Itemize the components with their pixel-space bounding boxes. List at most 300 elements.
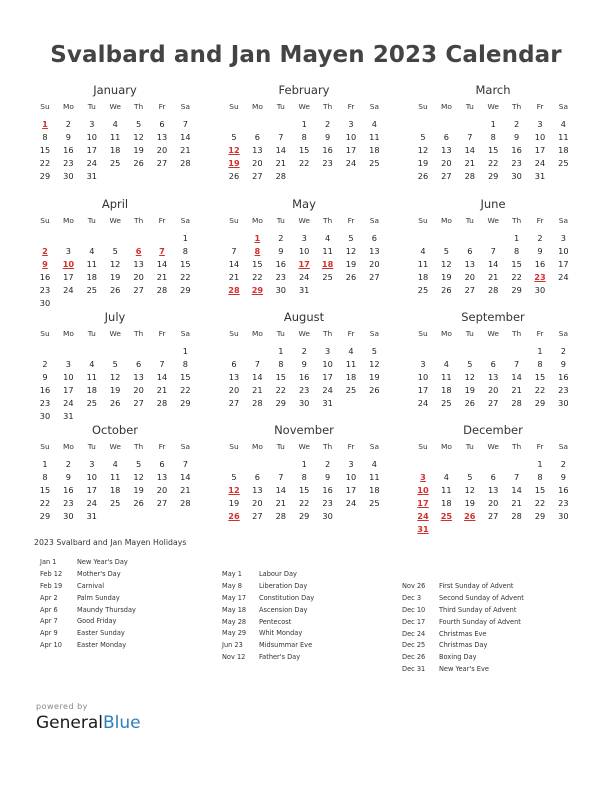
calendar-date: 8 xyxy=(537,359,543,369)
month-name: May xyxy=(292,197,316,211)
calendar-date: 16 xyxy=(39,385,51,395)
calendar-date: 10 xyxy=(63,372,74,382)
calendar-date: 7 xyxy=(254,359,260,369)
calendar-date: 10 xyxy=(534,132,546,142)
calendar-date: 2 xyxy=(324,119,331,129)
holiday-name: Easter Monday xyxy=(77,641,127,650)
calendar-date: 4 xyxy=(443,359,449,369)
calendar-date: 2 xyxy=(560,459,566,469)
calendar-date: 13 xyxy=(369,246,380,256)
calendar-date: 6 xyxy=(371,233,377,243)
calendar-date: 2 xyxy=(65,119,71,129)
calendar-date: 30 xyxy=(534,285,546,295)
weekday-label: Mo xyxy=(440,216,452,225)
calendar-date: 14 xyxy=(511,372,522,382)
calendar-date: 14 xyxy=(180,132,191,142)
calendar-date: 10 xyxy=(417,372,429,382)
calendar-date: 14 xyxy=(156,259,168,269)
calendar-date: 20 xyxy=(133,272,144,282)
calendar-date: 5 xyxy=(231,132,237,142)
calendar-date: 22 xyxy=(298,158,310,168)
calendar-date: 20 xyxy=(156,485,168,495)
holiday-date-label: Nov 26 xyxy=(402,582,426,590)
weekday-label: Su xyxy=(229,442,239,451)
calendar-date: 7 xyxy=(231,246,237,256)
calendar-date: 16 xyxy=(63,485,74,495)
calendar-date: 11 xyxy=(86,372,97,382)
calendar-date: 14 xyxy=(511,485,522,495)
weekday-label: Su xyxy=(418,442,428,451)
month-name: December xyxy=(463,423,523,437)
calendar-date: 26 xyxy=(228,171,240,181)
calendar-date: 9 xyxy=(301,359,307,369)
holiday-date-label: May 1 xyxy=(222,570,242,578)
weekday-label: Tu xyxy=(465,102,474,111)
holiday-date-label: May 17 xyxy=(222,593,247,602)
weekday-label: Sa xyxy=(558,216,568,225)
calendar-date: 1 xyxy=(537,459,543,469)
weekday-label: We xyxy=(487,102,499,111)
calendar-date: 29 xyxy=(298,511,310,521)
weekday-label: Fr xyxy=(347,102,355,111)
calendar-date: 27 xyxy=(156,158,168,168)
weekday-label: Th xyxy=(511,216,522,225)
holiday-date: 1 xyxy=(254,233,261,243)
calendar-date: 24 xyxy=(558,272,569,282)
calendar-date: 4 xyxy=(560,119,566,129)
calendar-date: 3 xyxy=(89,459,95,469)
calendar-date: 14 xyxy=(464,145,475,155)
weekday-label: Mo xyxy=(62,442,74,451)
weekday-label: Th xyxy=(133,329,144,338)
calendar-date: 21 xyxy=(511,385,522,395)
calendar-date: 15 xyxy=(39,145,51,155)
calendar-date: 9 xyxy=(513,132,520,142)
calendar-date: 19 xyxy=(133,145,144,155)
weekday-label: Su xyxy=(229,216,239,225)
holiday-date-label: Dec 26 xyxy=(402,653,426,662)
weekday-label: We xyxy=(298,442,310,451)
calendar-date: 7 xyxy=(182,459,188,469)
holiday-date-label: May 8 xyxy=(222,581,242,590)
calendar-date: 21 xyxy=(180,485,191,495)
weekday-label: We xyxy=(298,329,310,338)
holiday-date: 31 xyxy=(417,524,429,534)
calendar-date: 18 xyxy=(86,385,97,395)
calendar-date: 24 xyxy=(534,158,546,168)
weekday-label: We xyxy=(109,102,121,111)
calendar-date: 12 xyxy=(133,132,144,142)
calendar-date: 15 xyxy=(298,145,310,155)
weekday-label: Tu xyxy=(276,329,285,338)
weekday-label: Th xyxy=(511,329,522,338)
calendar-date: 24 xyxy=(63,398,74,408)
calendar-date: 1 xyxy=(490,119,496,129)
calendar-date: 7 xyxy=(513,359,520,369)
calendar-date: 15 xyxy=(180,372,191,382)
holiday-date: 28 xyxy=(228,285,240,295)
calendar-date: 27 xyxy=(228,398,240,408)
calendar-date: 11 xyxy=(441,372,452,382)
holiday-date-label: May 28 xyxy=(222,617,247,626)
weekday-label: Mo xyxy=(440,102,452,111)
calendar-date: 23 xyxy=(39,285,51,295)
calendar-date: 3 xyxy=(301,233,307,243)
weekday-label: Tu xyxy=(276,442,285,451)
weekday-label: Tu xyxy=(87,329,96,338)
calendar-date: 8 xyxy=(182,359,188,369)
calendar-date: 13 xyxy=(156,132,168,142)
calendar-date: 7 xyxy=(467,132,473,142)
calendar-date: 16 xyxy=(534,259,546,269)
calendar-date: 25 xyxy=(441,398,452,408)
holiday-name: Liberation Day xyxy=(259,581,308,590)
holidays-heading: 2023 Svalbard and Jan Mayen Holidays xyxy=(34,538,187,547)
calendar-date: 4 xyxy=(443,472,449,482)
holiday-date: 26 xyxy=(464,511,476,521)
calendar-date: 20 xyxy=(156,145,168,155)
weekday-label: Mo xyxy=(62,216,74,225)
calendar-date: 1 xyxy=(278,346,284,356)
calendar-date: 27 xyxy=(369,272,380,282)
calendar-date: 15 xyxy=(487,145,499,155)
calendar-date: 17 xyxy=(86,485,97,495)
calendar-date: 9 xyxy=(537,246,543,256)
calendar-date: 26 xyxy=(109,285,121,295)
calendar-date: 9 xyxy=(560,359,566,369)
calendar-date: 15 xyxy=(275,372,286,382)
calendar-date: 25 xyxy=(322,272,333,282)
calendar-date: 13 xyxy=(252,145,263,155)
calendar-date: 17 xyxy=(86,145,97,155)
calendar-date: 16 xyxy=(511,145,522,155)
calendar-date: 15 xyxy=(252,259,263,269)
calendar-date: 4 xyxy=(324,233,331,243)
weekday-label: Fr xyxy=(158,442,166,451)
calendar-date: 12 xyxy=(441,259,452,269)
calendar-date: 3 xyxy=(420,359,426,369)
calendar-date: 20 xyxy=(369,259,380,269)
holiday-date-label: Dec 10 xyxy=(402,605,426,614)
calendar-date: 24 xyxy=(417,398,429,408)
calendar-date: 15 xyxy=(298,485,310,495)
calendar-date: 22 xyxy=(298,498,310,508)
calendar-date: 6 xyxy=(135,359,142,369)
holiday-date: 17 xyxy=(298,259,310,269)
weekday-label: Su xyxy=(229,329,239,338)
calendar-date: 11 xyxy=(86,259,97,269)
calendar-date: 25 xyxy=(558,158,569,168)
calendar-date: 25 xyxy=(86,285,97,295)
brand-logo xyxy=(36,702,141,733)
calendar-date: 4 xyxy=(371,119,377,129)
calendar-date: 28 xyxy=(487,285,499,295)
weekday-label: Fr xyxy=(536,442,544,451)
calendar-date: 2 xyxy=(537,233,543,243)
calendar-date: 17 xyxy=(417,385,429,395)
weekday-label: Sa xyxy=(180,329,190,338)
calendar-date: 22 xyxy=(275,385,286,395)
weekday-label: Sa xyxy=(369,216,379,225)
calendar-date: 27 xyxy=(252,511,263,521)
calendar-date: 25 xyxy=(345,385,357,395)
calendar-date: 23 xyxy=(298,385,310,395)
calendar-date: 26 xyxy=(441,285,452,295)
weekday-label: Tu xyxy=(276,216,285,225)
weekday-label: Mo xyxy=(251,216,263,225)
calendar-date: 28 xyxy=(156,398,168,408)
calendar-date: 20 xyxy=(487,385,499,395)
calendar-date: 1 xyxy=(301,119,307,129)
calendar-date: 22 xyxy=(39,158,51,168)
calendar-date: 26 xyxy=(133,158,144,168)
calendar-date: 29 xyxy=(180,398,191,408)
calendar-date: 10 xyxy=(86,472,97,482)
calendar-date: 26 xyxy=(464,398,475,408)
calendar-date: 30 xyxy=(558,511,569,521)
calendar-date: 26 xyxy=(109,398,121,408)
weekday-label: Su xyxy=(418,329,428,338)
calendar-date: 5 xyxy=(371,346,377,356)
calendar-date: 4 xyxy=(112,119,118,129)
calendar-date: 27 xyxy=(487,511,499,521)
calendar-date: 13 xyxy=(487,372,499,382)
calendar-date: 8 xyxy=(301,472,307,482)
calendar-date: 29 xyxy=(39,511,51,521)
calendar-date: 27 xyxy=(441,171,452,181)
calendar-date: 5 xyxy=(135,119,142,129)
calendar-date: 19 xyxy=(109,385,121,395)
calendar-date: 17 xyxy=(534,145,546,155)
calendar-date: 10 xyxy=(345,472,357,482)
calendar-date: 7 xyxy=(159,359,165,369)
calendar-date: 24 xyxy=(345,498,357,508)
calendar-date: 4 xyxy=(371,459,377,469)
calendar-date: 8 xyxy=(537,472,543,482)
holiday-date: 19 xyxy=(228,158,240,168)
holiday-date-label: Apr 9 xyxy=(40,629,58,638)
calendar-date: 16 xyxy=(322,485,333,495)
calendar-date: 11 xyxy=(558,132,569,142)
calendar-date: 20 xyxy=(252,498,263,508)
holiday-name: Boxing Day xyxy=(439,653,477,662)
calendar-date: 22 xyxy=(487,158,499,168)
holiday-date-label: Feb 19 xyxy=(40,581,63,590)
holiday-name: First Sunday of Advent xyxy=(439,582,514,590)
calendar-date: 29 xyxy=(39,171,51,181)
calendar-date: 10 xyxy=(322,359,333,369)
brand-name-part2: Blue xyxy=(103,713,141,733)
calendar-date: 5 xyxy=(420,132,426,142)
calendar-date: 17 xyxy=(558,259,569,269)
calendar-date: 6 xyxy=(254,132,260,142)
calendar-date: 18 xyxy=(109,145,121,155)
calendar-date: 12 xyxy=(417,145,429,155)
calendar-date: 3 xyxy=(324,346,331,356)
calendar-date: 25 xyxy=(369,498,380,508)
calendar-date: 3 xyxy=(560,233,566,243)
calendar-date: 31 xyxy=(86,511,97,521)
calendar-date: 29 xyxy=(511,285,522,295)
calendar-date: 27 xyxy=(133,398,144,408)
calendar-date: 30 xyxy=(39,411,51,421)
month-name: March xyxy=(475,83,511,97)
calendar-date: 21 xyxy=(156,385,168,395)
weekday-label: Fr xyxy=(536,216,544,225)
calendar-date: 5 xyxy=(443,246,449,256)
holiday-name: Easter Sunday xyxy=(77,629,125,638)
calendar-date: 23 xyxy=(39,398,51,408)
calendar-date: 21 xyxy=(511,498,522,508)
calendar-date: 22 xyxy=(39,498,51,508)
weekday-label: We xyxy=(298,216,310,225)
holiday-date-label: Dec 31 xyxy=(402,665,426,674)
holiday-name: Pentecost xyxy=(259,617,292,626)
calendar-date: 26 xyxy=(133,498,144,508)
calendar-date: 9 xyxy=(560,472,566,482)
month-name: June xyxy=(480,197,506,211)
calendar-date: 17 xyxy=(345,485,357,495)
calendar-date: 8 xyxy=(513,246,520,256)
calendar-date: 14 xyxy=(275,485,286,495)
calendar-date: 14 xyxy=(275,145,286,155)
calendar-date: 23 xyxy=(558,498,569,508)
calendar-date: 28 xyxy=(252,398,263,408)
holiday-date: 24 xyxy=(417,511,429,521)
calendar-date: 8 xyxy=(278,359,284,369)
calendar-date: 8 xyxy=(42,472,48,482)
weekday-label: We xyxy=(487,329,499,338)
calendar-date: 23 xyxy=(558,385,569,395)
calendar-date: 14 xyxy=(228,259,240,269)
calendar-date: 13 xyxy=(228,372,240,382)
calendar-date: 6 xyxy=(231,359,237,369)
calendar-date: 10 xyxy=(345,132,357,142)
weekday-label: Sa xyxy=(180,102,190,111)
calendar-date: 31 xyxy=(63,411,74,421)
calendar-date: 19 xyxy=(109,272,121,282)
calendar-date: 16 xyxy=(558,485,569,495)
weekday-label: Sa xyxy=(558,102,568,111)
holiday-date: 10 xyxy=(417,485,429,495)
calendar-date: 5 xyxy=(467,359,473,369)
weekday-label: Sa xyxy=(180,216,190,225)
holiday-name: Labour Day xyxy=(259,570,297,578)
holiday-date-label: Dec 3 xyxy=(402,593,422,602)
weekday-label: Th xyxy=(133,442,144,451)
holiday-date-label: Dec 25 xyxy=(402,641,426,650)
calendar-date: 21 xyxy=(487,272,499,282)
calendar-date: 18 xyxy=(441,498,452,508)
calendar-date: 18 xyxy=(369,485,380,495)
calendar-date: 25 xyxy=(417,285,429,295)
calendar-date: 12 xyxy=(109,259,121,269)
weekday-label: We xyxy=(487,442,499,451)
weekday-label: Su xyxy=(40,216,50,225)
calendar-date: 30 xyxy=(298,398,310,408)
weekday-label: Tu xyxy=(87,442,96,451)
month-name: November xyxy=(274,423,334,437)
calendar-date: 13 xyxy=(441,145,452,155)
calendar-date: 1 xyxy=(42,459,48,469)
calendar-date: 21 xyxy=(228,272,240,282)
brand-name xyxy=(36,713,141,733)
calendar-date: 28 xyxy=(180,158,191,168)
calendar-date: 12 xyxy=(133,472,144,482)
holiday-date: 23 xyxy=(534,272,546,282)
weekday-label: Th xyxy=(511,442,522,451)
calendar-date: 1 xyxy=(182,233,188,243)
holiday-date: 18 xyxy=(321,259,334,269)
weekday-label: Su xyxy=(40,442,50,451)
weekday-label: Mo xyxy=(62,102,74,111)
holiday-date-label: Dec 24 xyxy=(402,629,426,638)
calendar-date: 27 xyxy=(156,498,168,508)
calendar-date: 2 xyxy=(324,459,331,469)
calendar-date: 3 xyxy=(348,119,354,129)
calendar-date: 25 xyxy=(86,398,97,408)
calendar-date: 24 xyxy=(86,498,97,508)
calendar-date: 31 xyxy=(322,398,333,408)
holiday-date-label: Nov 12 xyxy=(222,653,246,662)
holiday-date: 9 xyxy=(42,259,48,269)
calendar-date: 11 xyxy=(369,472,380,482)
calendar-date: 3 xyxy=(537,119,543,129)
calendar-date: 9 xyxy=(65,132,71,142)
weekday-label: Tu xyxy=(87,102,96,111)
calendar-date: 22 xyxy=(511,272,522,282)
weekday-label: Th xyxy=(511,102,522,111)
calendar-date: 30 xyxy=(275,285,286,295)
holiday-name: Good Friday xyxy=(77,617,117,626)
weekday-label: Tu xyxy=(465,216,474,225)
calendar-date: 29 xyxy=(180,285,191,295)
calendar-date: 11 xyxy=(109,132,121,142)
holiday-name: New Year's Eve xyxy=(439,665,489,674)
calendar-date: 28 xyxy=(511,398,522,408)
calendar-date: 27 xyxy=(487,398,499,408)
calendar-date: 7 xyxy=(278,132,284,142)
calendar-date: 31 xyxy=(86,171,97,181)
weekday-label: Su xyxy=(40,102,50,111)
calendar-date: 13 xyxy=(156,472,168,482)
calendar-date: 21 xyxy=(275,158,286,168)
calendar-date: 15 xyxy=(39,485,51,495)
calendar-date: 28 xyxy=(275,171,286,181)
calendar-date: 30 xyxy=(558,398,569,408)
holiday-date-label: Feb 12 xyxy=(40,569,63,578)
calendar-date: 31 xyxy=(534,171,546,181)
calendar-date: 22 xyxy=(180,385,191,395)
calendar-date: 5 xyxy=(112,246,118,256)
calendar-date: 13 xyxy=(464,259,475,269)
calendar-date: 25 xyxy=(369,158,380,168)
calendar-date: 30 xyxy=(322,511,333,521)
page-title: Svalbard and Jan Mayen 2023 Calendar xyxy=(50,42,562,68)
calendar-date: 28 xyxy=(156,285,168,295)
calendar-date: 8 xyxy=(301,132,307,142)
month-name: October xyxy=(91,423,139,437)
calendar-date: 11 xyxy=(322,246,333,256)
holiday-name: Carnival xyxy=(77,581,105,590)
weekday-label: We xyxy=(109,216,121,225)
calendar-date: 27 xyxy=(133,285,144,295)
calendar-date: 2 xyxy=(65,459,71,469)
calendar-date: 12 xyxy=(464,372,475,382)
calendar-date: 26 xyxy=(417,171,429,181)
calendar-date: 14 xyxy=(180,472,191,482)
calendar-date: 10 xyxy=(86,132,97,142)
